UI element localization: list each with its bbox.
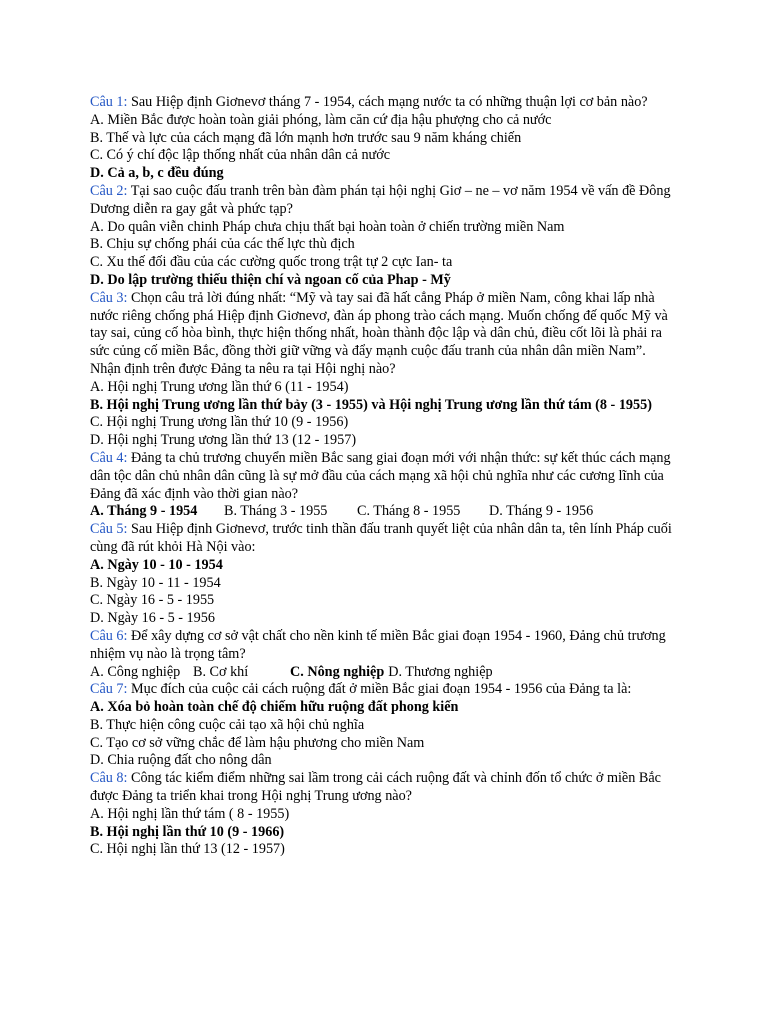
option-c: C. Tháng 8 - 1955 <box>357 503 461 520</box>
question-3 <box>90 290 680 379</box>
options-row <box>90 664 680 682</box>
question-text: Sau Hiệp định Giơnevơ, trước tinh thần đấu tranh quyết liệt của nhân dân ta, tên lính Pháp cuối cùng đã rút khỏi Hà Nội vào: <box>90 521 672 555</box>
option-b: B. Thế và lực của cách mạng đã lớn mạnh hơn trước sau 9 năm kháng chiến <box>90 129 522 146</box>
question-text: Đảng ta chủ trương chuyển miền Bắc sang giai đoạn mới với nhận thức: sự kết thúc cách mạng dân tộc dân chủ nhân dân cũng là sự mở đầu của cách mạng xã hội chủ nghĩa như các cương lĩnh của Đảng đã xác định vào thời gian nào? <box>90 449 671 502</box>
question-text: Để xây dựng cơ sở vật chất cho nền kinh tế miền Bắc giai đoạn 1954 - 1960, Đảng chủ trương nhiệm vụ nào là trọng tâm? <box>90 627 666 662</box>
question-text: Mục đích của cuộc cải cách ruộng đất ở miền Bắc giai đoạn 1954 - 1956 của Đảng ta là: <box>127 681 632 698</box>
option-c: C. Ngày 16 - 5 - 1955 <box>90 592 215 609</box>
option-d: D. Tháng 9 - 1956 <box>489 503 594 520</box>
option-b: B. Cơ khí <box>193 663 249 680</box>
question-label: Câu 1: <box>90 94 128 110</box>
answer-option-b: B. Hội nghị Trung ương lần thứ bảy (3 - 1955) và Hội nghị Trung ương lần thứ tám (8 - 1955) <box>90 396 652 413</box>
question-7 <box>90 681 680 699</box>
question-label: Câu 4: <box>90 449 128 466</box>
option-b: B. Ngày 10 - 11 - 1954 <box>90 574 221 591</box>
answer-option-a: A. Ngày 10 - 10 - 1954 <box>90 556 223 573</box>
question-2 <box>90 183 680 219</box>
question-label: Câu 3: <box>90 289 128 306</box>
option-d: D. Thương nghiệp <box>388 663 493 680</box>
question-4 <box>90 450 680 503</box>
answer-option-c: C. Nông nghiệp <box>290 663 385 680</box>
answer-option-a: A. Xóa bỏ hoàn toàn chế độ chiếm hữu ruộng đất phong kiến <box>90 699 459 716</box>
option-c: C. Tạo cơ sở vững chắc để làm hậu phương cho miền Nam <box>90 734 425 751</box>
question-label: Câu 2: <box>90 182 128 199</box>
document-page <box>90 94 680 859</box>
question-label: Câu 8: <box>90 770 128 787</box>
question-8 <box>90 770 680 806</box>
question-label: Câu 7: <box>90 681 128 698</box>
option-a: A. Công nghiệp <box>90 663 181 680</box>
option-a: A. Miền Bắc được hoàn toàn giải phóng, làm căn cứ địa hậu phượng cho cả nước <box>90 111 552 128</box>
question-1 <box>90 94 680 112</box>
option-d: D. Ngày 16 - 5 - 1956 <box>90 610 215 627</box>
options-row <box>90 503 680 521</box>
answer-option-d: D. Do lập trường thiếu thiện chí và ngoan cố của Phap - Mỹ <box>90 271 451 288</box>
answer-option-b: B. Hội nghị lần thứ 10 (9 - 1966) <box>90 823 285 840</box>
question-text: Sau Hiệp định Giơnevơ tháng 7 - 1954, cách mạng nước ta có những thuận lợi cơ bản nào? <box>127 94 648 110</box>
option-b: B. Thực hiện công cuộc cải tạo xã hội chủ nghĩa <box>90 716 365 733</box>
question-text: Công tác kiểm điểm những sai lầm trong cải cách ruộng đất và chỉnh đốn tổ chức ở miền Bắc được Đảng ta triển khai trong Hội nghị Trung ương nào? <box>90 770 661 805</box>
question-5 <box>90 521 680 557</box>
option-c: C. Hội nghị lần thứ 13 (12 - 1957) <box>90 841 285 858</box>
option-c: C. Hội nghị Trung ương lần thứ 10 (9 - 1956) <box>90 414 349 431</box>
answer-option-d: D. Cả a, b, c đều đúng <box>90 165 224 182</box>
question-text: Tại sao cuộc đấu tranh trên bàn đàm phán tại hội nghị Giơ – ne – vơ năm 1954 về vấn đề Đông Dương diễn ra gay gắt và phức tạp? <box>90 182 671 217</box>
option-a: A. Do quân viễn chinh Pháp chưa chịu thất bại hoàn toàn ở chiến trường miền Nam <box>90 218 565 235</box>
option-a: A. Hội nghị Trung ương lần thứ 6 (11 - 1954) <box>90 378 349 395</box>
question-text: Chọn câu trả lời đúng nhất: “Mỹ và tay sai đã hất cẳng Pháp ở miền Nam, công khai lấp nhà nước riêng chống phá Hiệp định Giơnevơ, đàn áp phong trào cách mạng. Muốn chống đế quốc Mỹ và tay sai, củng cố hòa bình, thực hiện thống nhất, hoàn thành độc lập và dân chủ, điều cốt lõi là phải ra sức củng cố miền Bắc, đồng thời giữ vững và đẩy mạnh cuộc đấu tranh của nhân dân miền Nam”. Nhận định trên được Đảng ta nêu ra tại Hội nghị nào? <box>90 289 668 377</box>
option-b: B. Tháng 3 - 1955 <box>224 503 328 520</box>
option-b: B. Chịu sự chống phái của các thế lực thù địch <box>90 236 355 253</box>
question-6 <box>90 628 680 664</box>
option-c: C. Xu thế đối đầu của các cường quốc trong trật tự 2 cực Ian- ta <box>90 254 453 271</box>
question-label: Câu 5: <box>90 521 128 538</box>
option-d: D. Chia ruộng đất cho nông dân <box>90 752 272 769</box>
option-a: A. Hội nghị lần thứ tám ( 8 - 1955) <box>90 805 290 822</box>
answer-option-a: A. Tháng 9 - 1954 <box>90 503 198 520</box>
option-d: D. Hội nghị Trung ương lần thứ 13 (12 - 1957) <box>90 432 357 449</box>
option-c: C. Có ý chí độc lập thống nhất của nhân dân cả nước <box>90 147 391 164</box>
question-label: Câu 6: <box>90 627 128 644</box>
